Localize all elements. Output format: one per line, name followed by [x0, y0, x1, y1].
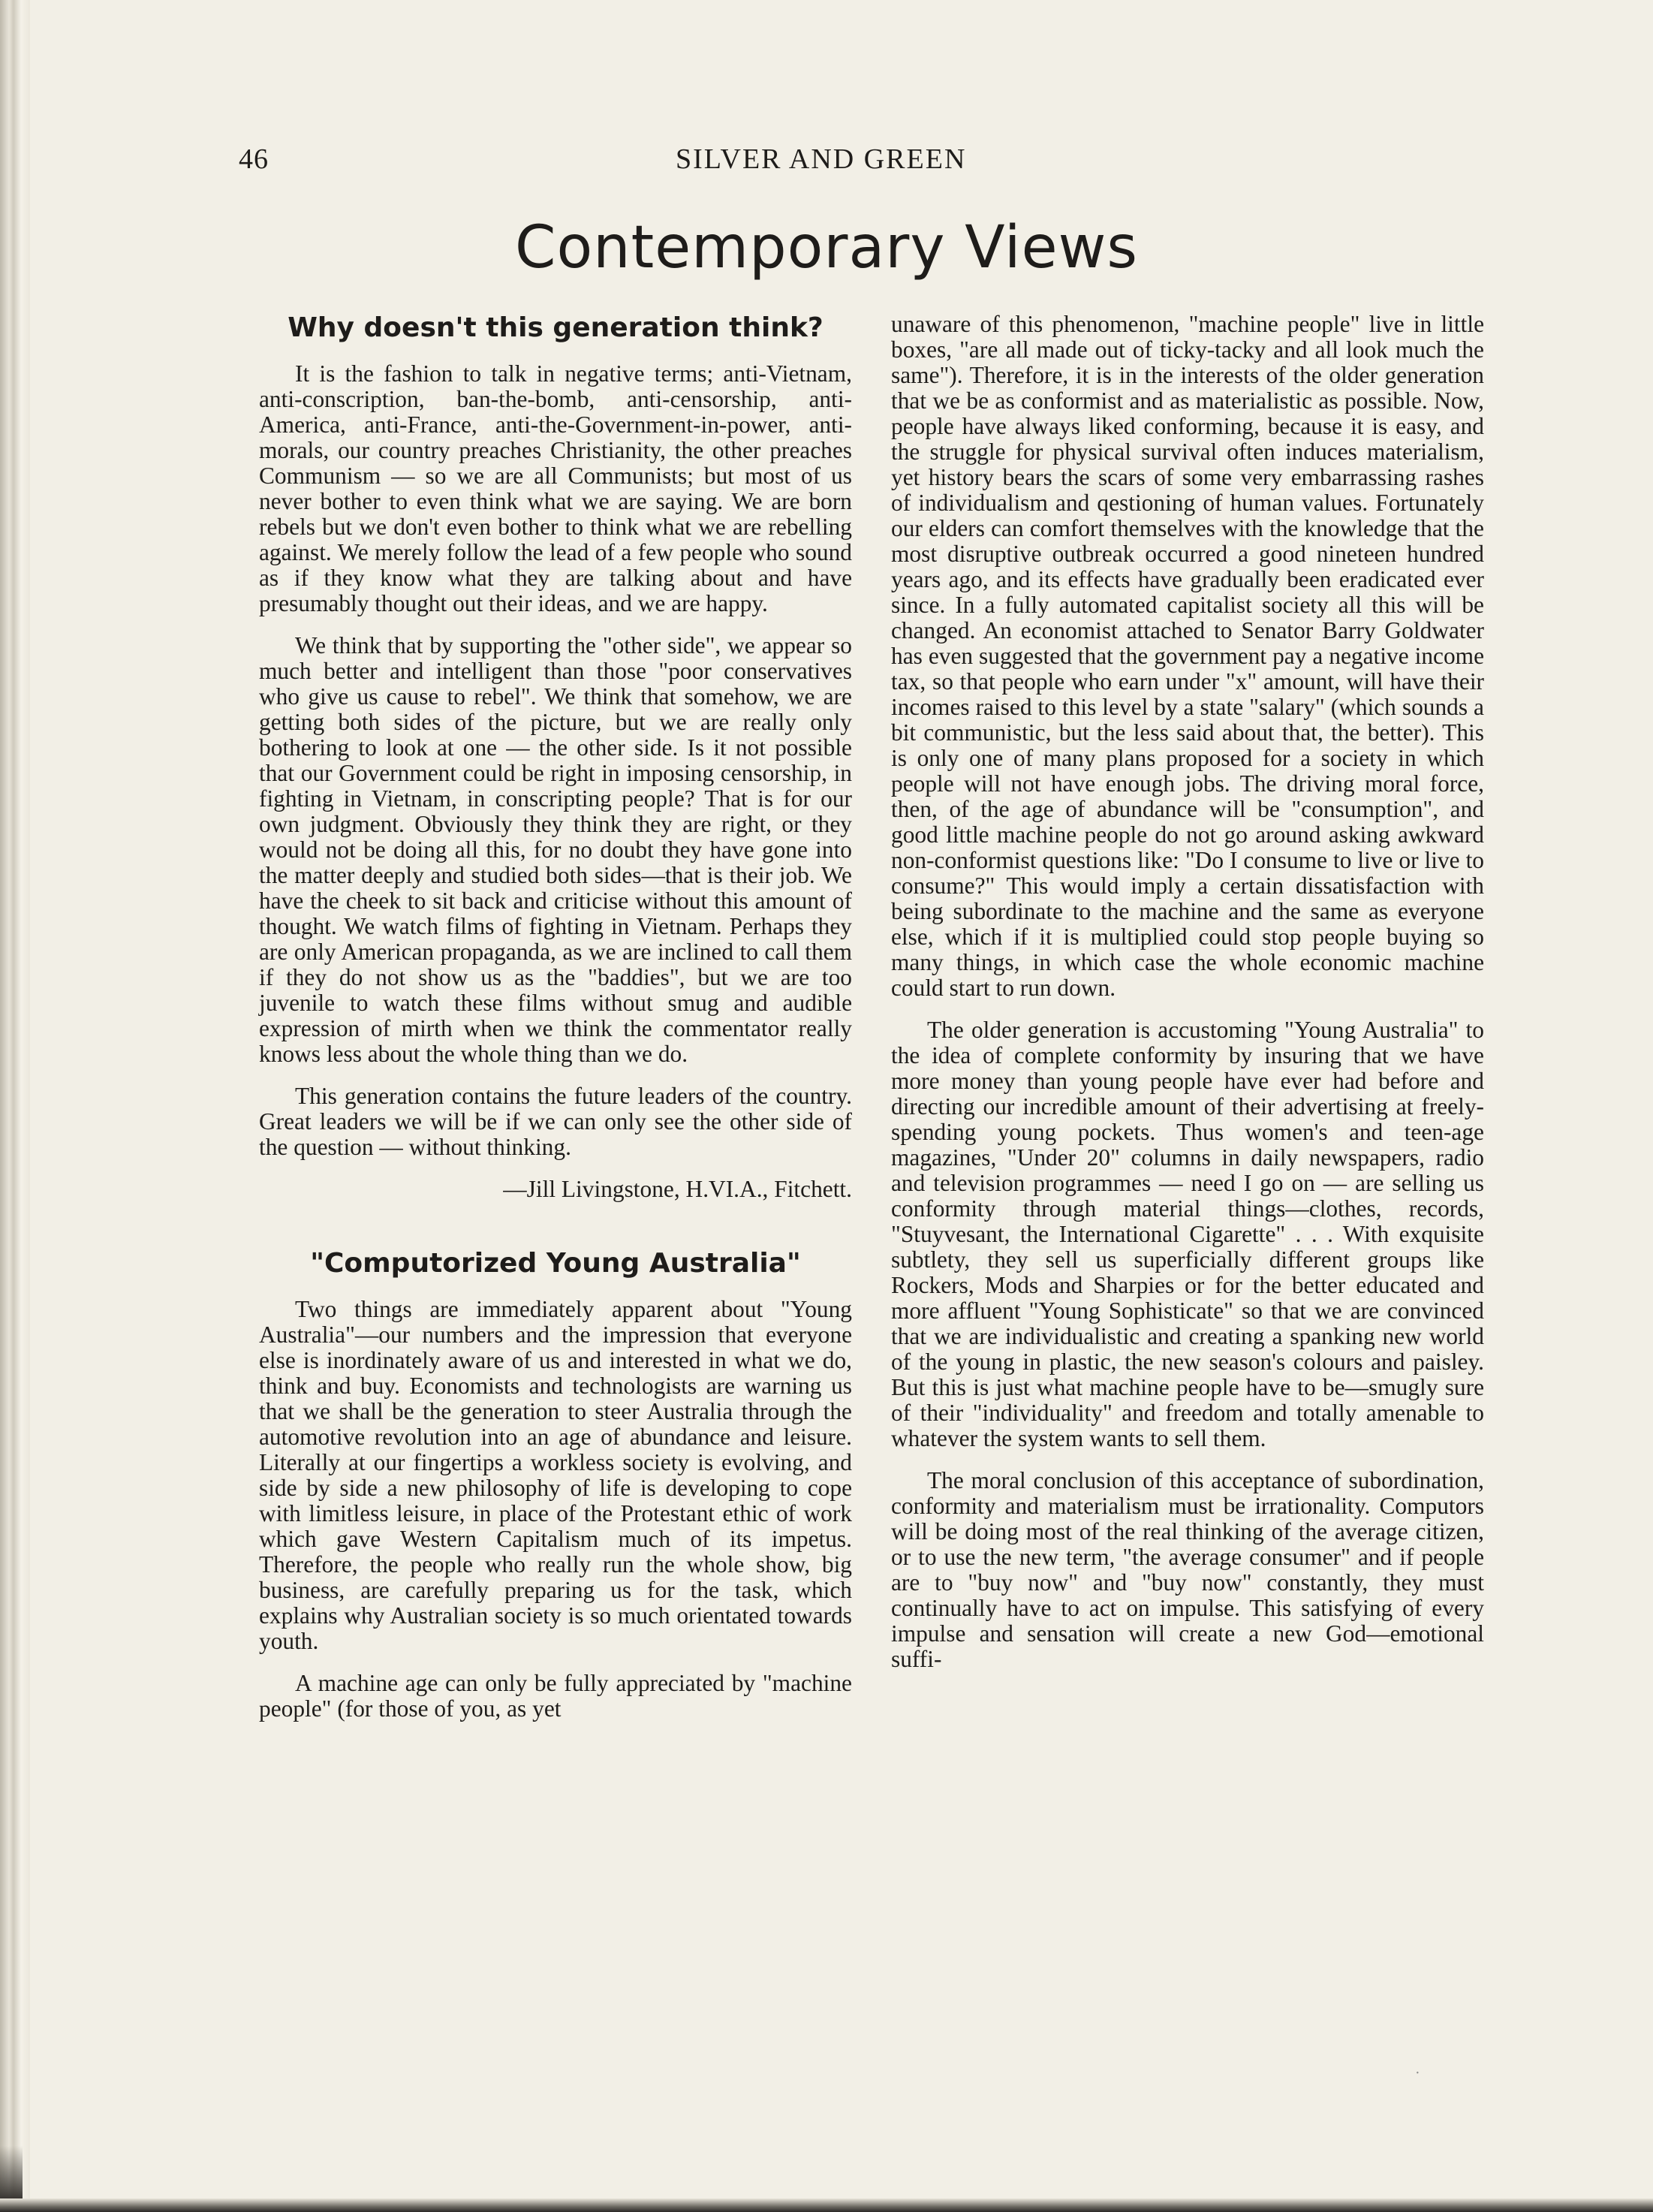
page-corner-shadow — [0, 2146, 23, 2198]
page-bottom-edge — [0, 2198, 1653, 2212]
article-paragraph: It is the fashion to talk in negative terms; anti-Vietnam, anti-conscription, ban-the-bomb, anti-censorship, anti-America, anti-France, anti-the-Government-in-power, anti-morals, our country preaches Christianity, the other preaches Communism — so we are all Communists; but most of us never bother to even think what we are saying. We are born rebels but we don't even bother to think what we are rebelling against. We merely follow the lead of a few people who sound as if they know what they are talking about and have presumably thought out their ideas, and we are happy. — [259, 360, 852, 616]
left-column — [259, 312, 852, 1738]
article-paragraph: Two things are immediately apparent about "Young Australia"—our numbers and the impression that everyone else is inordinately aware of us and interested in what we do, think and buy. Economists and technologists are warning us that we shall be the generation to steer Australia through the automotive revolution into an age of abundance and leisure. Literally at our fingertips a workless society is evolving, and side by side a new philosophy of life is developing to cope with limitless leisure, in place of the Protestant ethic of work which gave Western Capitalism much of its impetus. Therefore, the people who really run the whole show, big business, are carefully preparing us for the task, which explains why Australian society is so much orientated towards youth. — [259, 1296, 852, 1654]
running-head: SILVER AND GREEN — [676, 143, 967, 175]
article-paragraph: This generation contains the future leaders of the country. Great leaders we will be if we can only see the other side of the question — without thinking. — [259, 1083, 852, 1160]
page-title: Contemporary Views — [514, 214, 1139, 282]
article-paragraph-continued: unaware of this phenomenon, "machine people" live in little boxes, "are all made out of ticky-tacky and all look much the same"). Therefore, it is in the interests of the older generation that we be as conformist and as materialistic as possible. Now, people have always liked conforming, because it is easy, and the struggle for physical survival often induces materialism, yet history bears the scars of some very embarrassing rashes of individualism and qestioning of human values. Fortunately our elders can comfort themselves with the knowledge that the most disruptive outbreak occurred a good nineteen hundred years ago, and its effects have gradually been eradicated ever since. In a fully automated capitalist society all this will be changed. An economist attached to Senator Barry Goldwater has even suggested that the government pay a negative income tax, so that people who earn under "x" amount, will have their incomes raised to this level by a state "salary" (which sounds a bit communistic, but the less said about that, the better). This is only one of many plans proposed for a society in which people will not have enough jobs. The driving moral force, then, of the age of abundance will be "consumption", and good little machine people do not go around asking awkward non-conformist questions like: "Do I consume to live or live to consume?" This would imply a certain dissatisfaction with being subordinate to the machine and the same as everyone else, which if it is multiplied could stop people buying so many things, in which case the whole economic machine could start to run down. — [891, 311, 1484, 1001]
article-paragraph: A machine age can only be fully appreciated by "machine people" (for those of you, as yet — [259, 1670, 852, 1722]
book-binding-edge — [0, 0, 30, 2212]
author-signature: —Jill Livingstone, H.VI.A., Fitchett. — [503, 1176, 852, 1202]
page-mark: · — [1415, 2065, 1420, 2081]
article-paragraph: We think that by supporting the "other side", we appear so much better and intelligent than those "poor conservatives who give us cause to rebel". We think that somehow, we are getting both sides of the picture, but we are really only bothering to look at one — the other side. Is it not possible that our Government could be right in imposing censorship, in fighting in Vietnam, in conscripting people? That is for our own judgment. Obviously they think they are right, or they would not be doing all this, for no doubt they have gone into the matter deeply and studied both sides—that is their job. We have the cheek to sit back and criticise without this amount of thought. We watch films of fighting in Vietnam. Perhaps they are only American propaganda, as we are inclined to call them if they do not show us as the "baddies", but we are too juvenile to watch these films without smug and audible expression of mirth when we think the commentator really knows less about the whole thing than we do. — [259, 632, 852, 1067]
page-number: 46 — [239, 143, 269, 175]
article-heading-computorized: "Computorized Young Australia" — [310, 1248, 801, 1279]
article-paragraph: The moral conclusion of this acceptance of subordination, conformity and materialism must be irrationality. Computors will be doing most of the real thinking of the average citizen, or to use the new term, "the average consumer" and if people are to "buy now" and "buy now" constantly, they must continually have to act on impulse. This satisfying of every impulse and sensation will create a new God—emotional suffi- — [891, 1467, 1484, 1672]
right-column — [891, 312, 1484, 1689]
article-heading-generation: Why doesn't this generation think? — [288, 312, 823, 343]
article-paragraph: The older generation is accustoming "Young Australia" to the idea of complete conformity by insuring that we have more money than young people have ever had before and directing our incredible amount of their advertising at freely-spending young pockets. Thus women's and teen-age magazines, "Under 20" columns in daily newspapers, radio and television programmes — need I go on — are selling us conformity through material things—clothes, records, "Stuyvesant, the International Cigarette" . . . With exquisite subtlety, they sell us superficially different groups like Rockers, Mods and Sharpies or for the better educated and more affluent "Young Sophisticate" so that we are convinced that we are individualistic and creating a spanking new world of the young in plastic, the new season's colours and paisley. But this is just what machine people have to be—smugly sure of their "individuality" and freedom and totally amenable to whatever the system wants to sell them. — [891, 1017, 1484, 1451]
